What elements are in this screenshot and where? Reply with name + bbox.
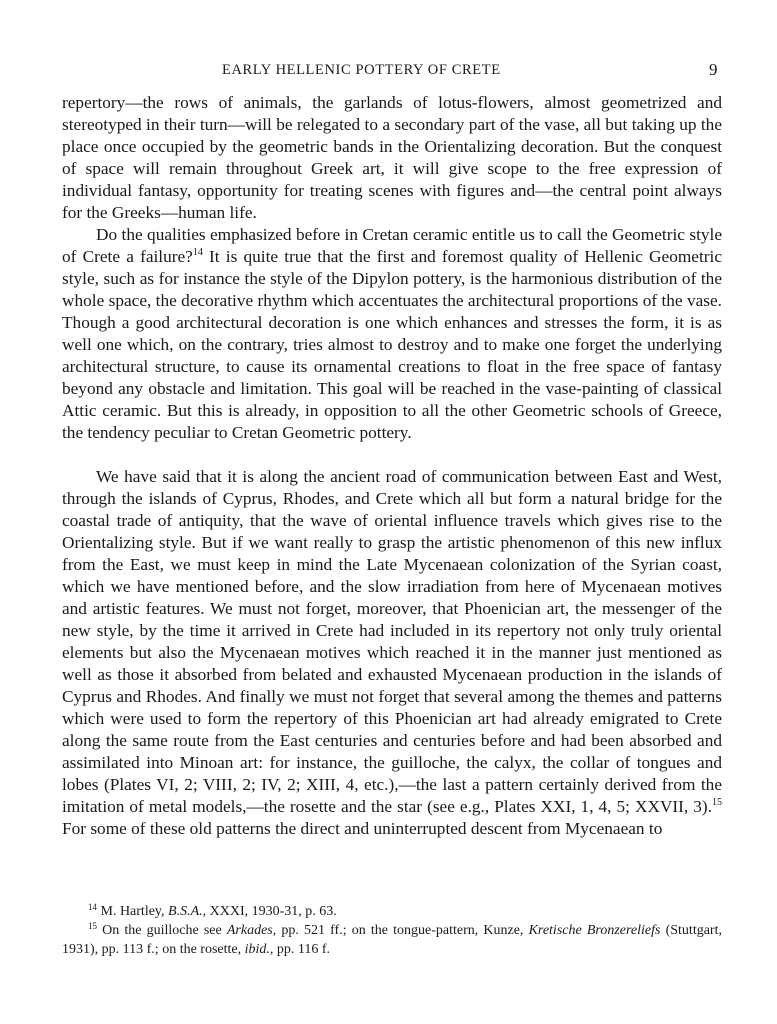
paragraph-1: repertory—the rows of animals, the garlands of lotus-flowers, almost geometrized and stereotyped in their turn—will be relegated to a secondary part of the vase, all but taking up the place once occupied by the geometric bands in the Orientalizing decoration. But the conquest of space will remain throughout Greek art, it will give scope to the free expression of individual fantasy, opportunity for treating scenes with figures and—the central point always for the Greeks—human life.	[62, 93, 722, 222]
footnote-text: On the guilloche see	[97, 923, 227, 938]
footnote-ref-14: 14	[192, 247, 203, 258]
footnote-number: 14	[88, 902, 97, 912]
footnote-text: , XXXI, 1930-31, p. 63.	[202, 904, 337, 919]
footnote-text: (Stuttgart, 1931), pp. 113 f.; on the rosette,	[62, 923, 722, 957]
footnote-15	[62, 921, 722, 959]
footnotes	[62, 902, 722, 959]
footnote-citation: Kretische Bronzereliefs	[528, 923, 661, 938]
footnote-text: , pp. 521 ff.; on the tongue-pattern, Kunze,	[272, 923, 529, 938]
paragraph-3-text-b: For some of these old patterns the direct and uninterrupted descent from Mycenaean to	[62, 819, 663, 838]
paragraph-3	[62, 466, 722, 840]
footnote-number: 15	[88, 921, 97, 931]
running-head-title: EARLY HELLENIC POTTERY OF CRETE	[222, 62, 501, 78]
paragraph-3-text-a: We have said that it is along the ancient road of communication between East and West, through the islands of Cyprus, Rhodes, and Crete which all but form a natural bridge for the coastal trade of antiquity, that the wave of oriental influence travels which gives rise to the Orientalizing style. But if we want really to grasp the artistic phenomenon of this new influx from the East, we must keep in mind the Late Mycenaean colonization of the Syrian coast, which we have mentioned before, and the slow irradiation from here of Mycenaean motives and artistic features. We must not forget, moreover, that Phoenician art, the messenger of the new style, by the time it arrived in Crete had included in its repertory not only truly oriental elements but also the Mycenaean motives which reached it in the manner just mentioned as well as those it absorbed from belated and exhausted Mycenaean production in the islands of Cyprus and Rhodes. And finally we must not forget that several among the themes and patterns which were used to form the repertory of this Phoenician art had already emigrated to Crete along the same route from the East centuries and centuries before and had been absorbed and assimilated into Minoan art: for instance, the guilloche, the calyx, the collar of tongues and lobes (Plates VI, 2; VIII, 2; IV, 2; XIII, 4, etc.),—the last a pattern certainly derived from the imitation of metal models,—the rosette and the star (see e.g., Plates XXI, 1, 4, 5; XXVII, 3).	[62, 467, 722, 816]
paragraph-2-text-b: It is quite true that the first and foremost quality of Hellenic Geometric style, such as for instance the style of the Dipylon pottery, is the harmonious distribution of the whole space, the decorative rhythm which accentuates the architectural proportions of the vase. Though a good architectural decoration is one which enhances and stresses the form, it is as well one which, on the contrary, tries almost to destroy and to make one forget the underlying architectural structure, to cause its ornamental creations to float in the free space of fantasy beyond any obstacle and limitation. This goal will be reached in the vase-painting of classical Attic ceramic. But this is already, in opposition to all the other Geometric schools of Greece, the tendency peculiar to Cretan Geometric pottery.	[62, 247, 722, 442]
footnote-citation: ibid.	[244, 942, 270, 957]
footnote-text: , pp. 116 f.	[269, 942, 331, 957]
footnote-citation: B.S.A.	[168, 904, 203, 919]
paragraph-2	[62, 224, 722, 444]
footnote-text: M. Hartley,	[97, 904, 169, 919]
footnote-citation: Arkades	[226, 923, 273, 938]
footnote-14	[62, 902, 722, 921]
footnote-ref-15: 15	[712, 797, 722, 808]
body-text	[62, 92, 722, 840]
page-number: 9	[709, 60, 718, 79]
paragraph-2-text-a: Do the qualities emphasized before in Cretan ceramic entitle us to call the Geometric style of Crete a failure?	[62, 225, 722, 266]
